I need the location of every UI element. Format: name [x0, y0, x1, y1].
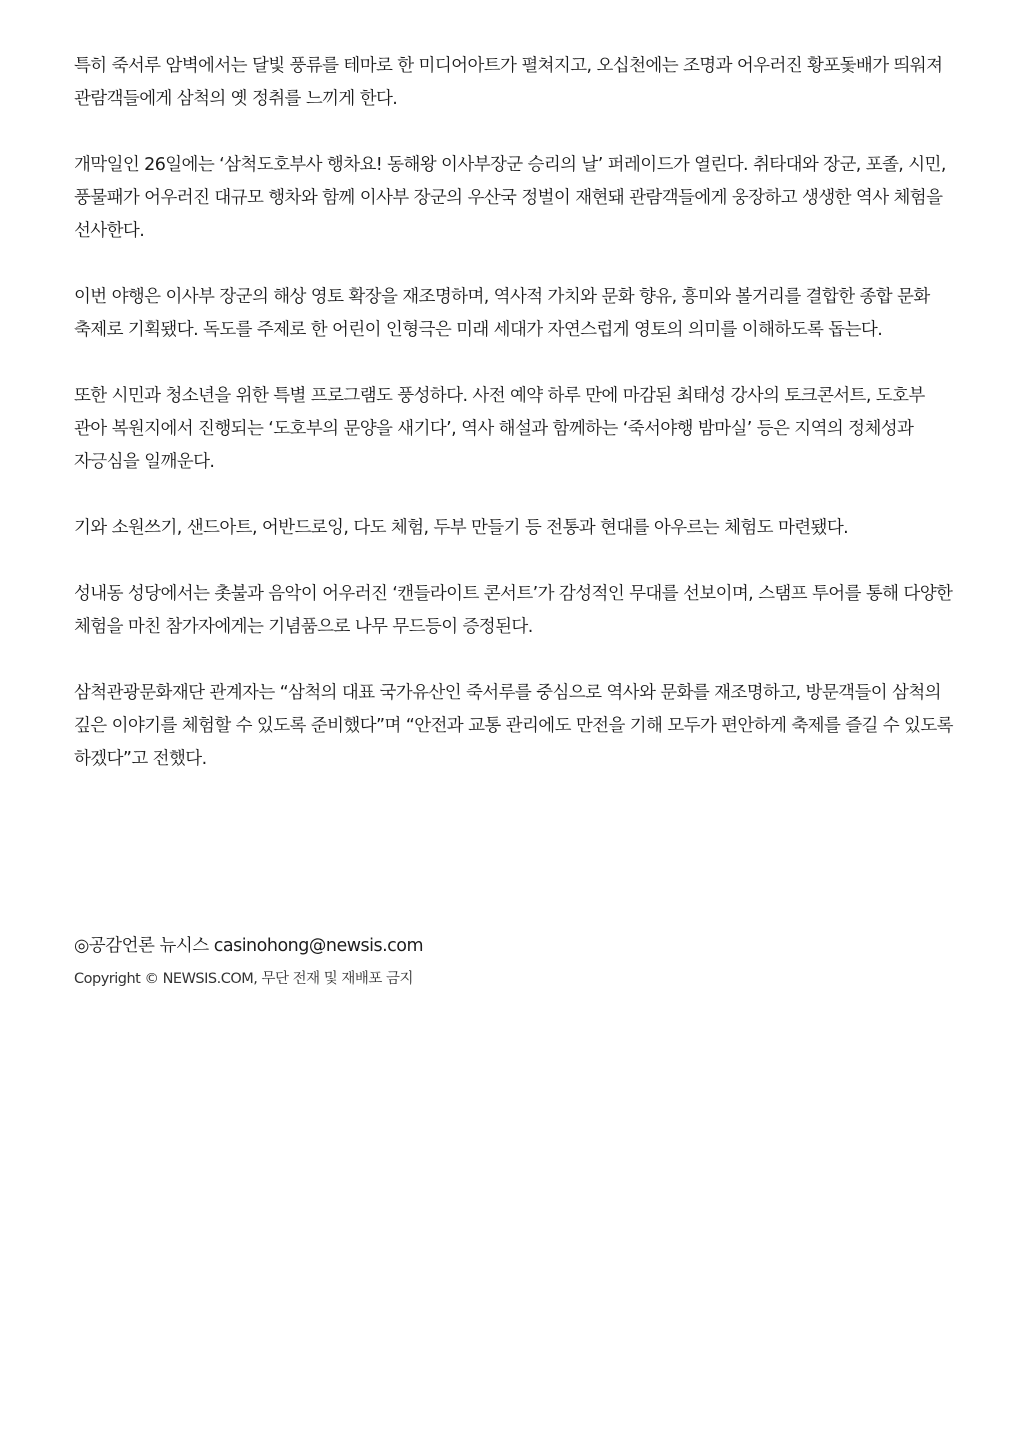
article-paragraph-5: 기와 소원쓰기, 샌드아트, 어반드로잉, 다도 체험, 두부 만들기 등 전통과 현대를 아우르는 체험도 마련됐다. [74, 518, 849, 538]
article-paragraph-2: 개막일인 26일에는 ‘삼척도호부사 행차요! 동해왕 이사부장군 승리의 날’ 퍼레이드가 열린다. 취타대와 장군, 포졸, 시민, 풍물패가 어우러진 대규모 행차와 함께 이사부 장군의 우산국 정벌이 재현돼 관람객들에게 웅장하고 생생한 역사 체험을 선사한다. [74, 155, 946, 241]
article-paragraph-1: 특히 죽서루 암벽에서는 달빛 풍류를 테마로 한 미디어아트가 펼쳐지고, 오십천에는 조명과 어우러진 황포돛배가 띄워져 관람객들에게 삼척의 옛 정취를 느끼게 한다. [74, 56, 943, 109]
article-paragraph-4: 또한 시민과 청소년을 위한 특별 프로그램도 풍성하다. 사전 예약 하루 만에 마감된 최태성 강사의 토크콘서트, 도호부 관아 복원지에서 진행되는 ‘도호부의 문양을 새기다’, 역사 해설과 함께하는 ‘죽서야행 밤마실’ 등은 지역의 정체성과 자긍심을 일깨운다. [74, 386, 925, 472]
article-body [74, 50, 954, 809]
copyright-notice: Copyright © NEWSIS.COM, 무단 전재 및 재배포 금지 [74, 971, 413, 987]
article-paragraph-3: 이번 야행은 이사부 장군의 해상 영토 확장을 재조명하며, 역사적 가치와 문화 향유, 흥미와 볼거리를 결합한 종합 문화 축제로 기획됐다. 독도를 주제로 한 어린이 인형극은 미래 세대가 자연스럽게 영토의 의미를 이해하도록 돕는다. [74, 287, 930, 340]
article-paragraph-6: 성내동 성당에서는 촛불과 음악이 어우러진 ‘캔들라이트 콘서트’가 감성적인 무대를 선보이며, 스탬프 투어를 통해 다양한 체험을 마친 참가자에게는 기념품으로 나무 무드등이 증정된다. [74, 584, 953, 637]
reporter-byline: ◎공감언론 뉴시스 casinohong@newsis.com [74, 936, 424, 956]
article-paragraph-7: 삼척관광문화재단 관계자는 “삼척의 대표 국가유산인 죽서루를 중심으로 역사와 문화를 재조명하고, 방문객들이 삼척의 깊은 이야기를 체험할 수 있도록 준비했다”며 “안전과 교통 관리에도 만전을 기해 모두가 편안하게 축제를 즐길 수 있도록 하겠다”고 전했다. [74, 683, 953, 769]
